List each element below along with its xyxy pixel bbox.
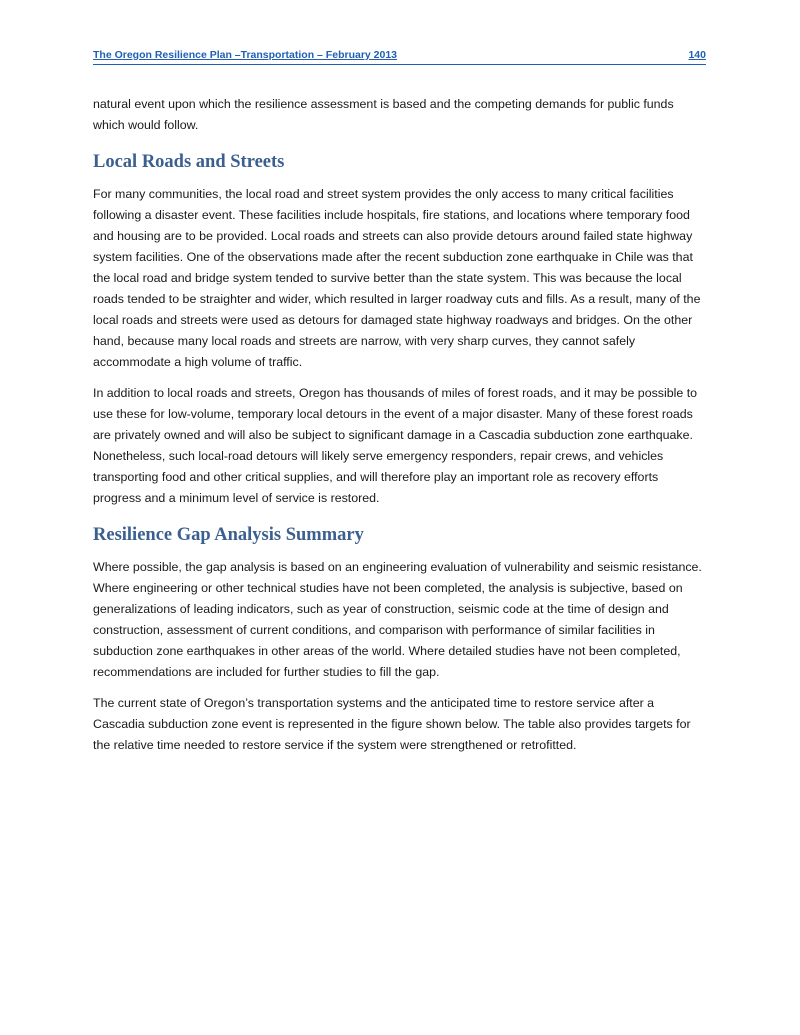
paragraph: In addition to local roads and streets, Oregon has thousands of miles of forest roads, and it may be possible to use these for low-volume, temporary local detours in the event of a major disaster. Many of these forest roads are privately owned and will also be subject to significant damage in a Cascadia subduction zone earthquake. Nonetheless, such local-road detours will likely serve emergency responders, repair crews, and vehicles transporting food and other critical supplies, and will therefore play an important role as recovery efforts progress and a minimum level of service is restored.: [93, 386, 698, 505]
page-number: 140: [688, 49, 706, 61]
section-heading-local-roads: Local Roads and Streets: [93, 152, 285, 172]
paragraph: Where possible, the gap analysis is based on an engineering evaluation of vulnerability and seismic resistance. Where engineering or other technical studies have not been completed, the analysis is subjective, based on generalizations of leading indicators, such as year of construction, seismic code at the time of design and construction, assessment of current conditions, and comparison with performance of similar facilities in subduction zone earthquakes in other areas of the world. Where detailed studies have not been completed, recommendations are included for further studies to fill the gap.: [93, 560, 702, 679]
document-title: The Oregon Resilience Plan –Transportation – February 2013: [93, 49, 398, 61]
paragraph: For many communities, the local road and street system provides the only access to many critical facilities following a disaster event. These facilities include hospitals, fire stations, and locations where temporary food and housing are to be provided. Local roads and streets can also provide detours around failed state highway system facilities. One of the observations made after the recent subduction zone earthquake in Chile was that the local road and bridge system tended to survive better than the state system. This was because the local roads tended to be straighter and wider, which resulted in larger roadway cuts and fills. As a result, many of the local roads and streets were used as detours for damaged state highway roadways and bridges. On the other hand, because many local roads and streets are narrow, with very sharp curves, they cannot safely accommodate a high volume of traffic.: [93, 187, 701, 369]
section-heading-gap-analysis: Resilience Gap Analysis Summary: [93, 525, 364, 545]
paragraph: natural event upon which the resilience assessment is based and the competing demands for public funds which would follow.: [93, 97, 674, 132]
paragraph: The current state of Oregon’s transportation systems and the anticipated time to restore service after a Cascadia subduction zone event is represented in the figure shown below. The table also provides targets for the relative time needed to restore service if the system were strengthened or retrofitted.: [93, 696, 691, 752]
document-body: [93, 94, 708, 766]
page-header: [93, 48, 706, 65]
